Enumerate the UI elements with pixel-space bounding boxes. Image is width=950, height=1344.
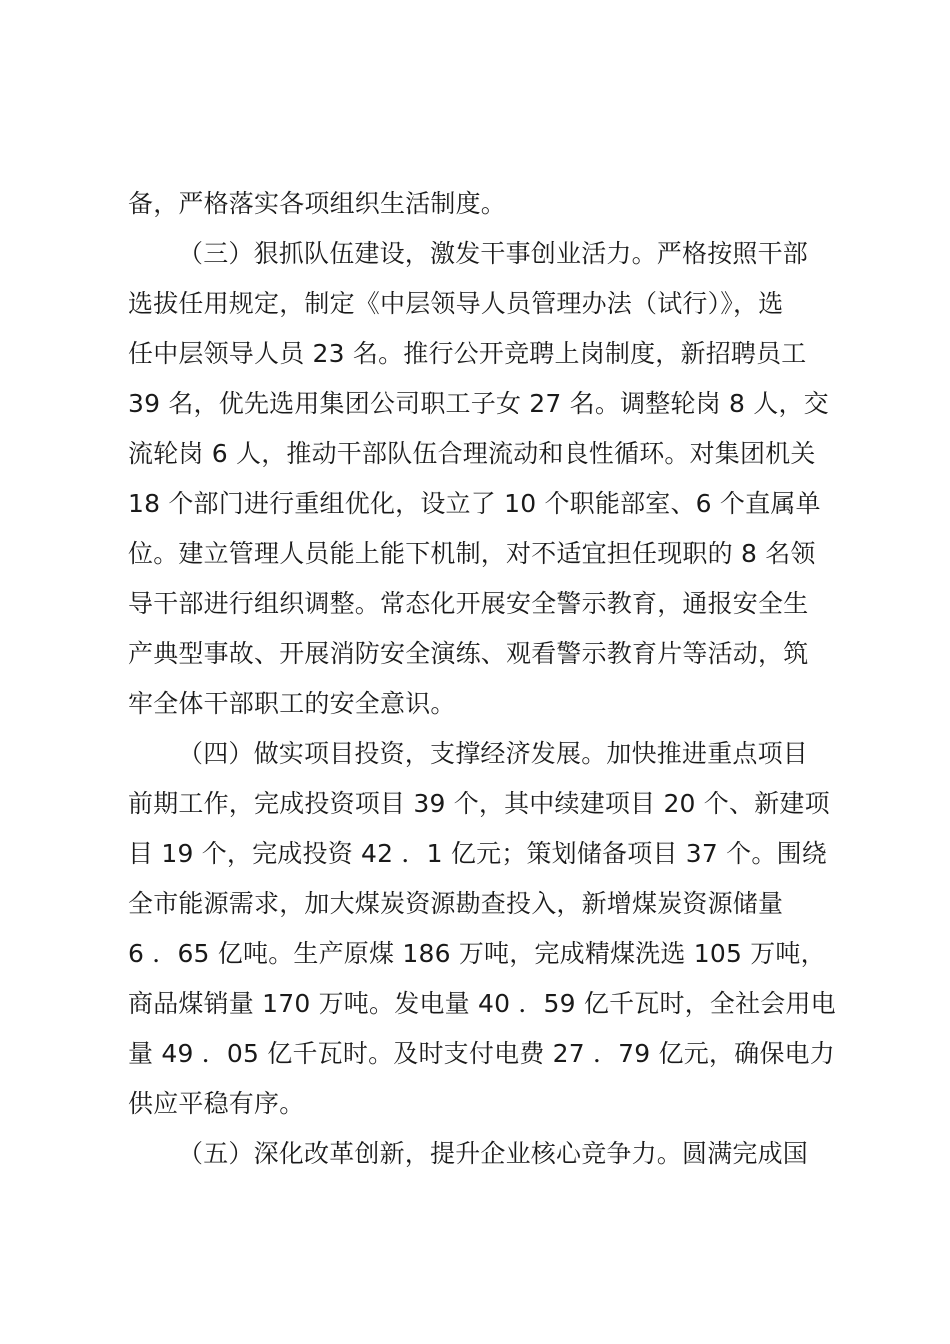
text-line-15: 全市能源需求，加大煤炭资源勘查投入，新增煤炭资源储量 [128,889,784,918]
text-line-8: 位。建立管理人员能上能下机制，对不适宜担任现职的 8 名领 [128,539,816,568]
text-line-10: 产典型事故、开展消防安全演练、观看警示教育片等活动，筑 [128,639,809,668]
text-line-1: 备，严格落实各项组织生活制度。 [128,189,507,218]
text-line-12: （四）做实项目投资，支撑经济发展。加快推进重点项目 [178,739,809,768]
text-line-17: 商品煤销量 170 万吨。发电量 40 ．59 亿千瓦时，全社会用电 [128,989,836,1018]
text-line-16: 6 ．65 亿吨。生产原煤 186 万吨，完成精煤洗选 105 万吨， [128,939,826,968]
text-line-5: 39 名，优先选用集团公司职工子女 27 名。调整轮岗 8 人，交 [128,389,829,418]
text-line-14: 目 19 个，完成投资 42 ．1 亿元；策划储备项目 37 个。围绕 [128,839,827,868]
text-line-2: （三）狠抓队伍建设，激发干事创业活力。严格按照干部 [178,239,809,268]
text-line-4: 任中层领导人员 23 名。推行公开竞聘上岗制度，新招聘员工 [128,339,807,368]
text-line-3: 选拔任用规定，制定《中层领导人员管理办法（试行）》，选 [128,289,784,318]
text-line-18: 量 49 ．05 亿千瓦时。及时支付电费 27 ．79 亿元，确保电力 [128,1039,835,1068]
text-line-19: 供应平稳有序。 [128,1089,305,1118]
text-line-20: （五）深化改革创新，提升企业核心竞争力。圆满完成国 [178,1139,809,1168]
text-line-7: 18 个部门进行重组优化，设立了 10 个职能部室、6 个直属单 [128,489,821,518]
text-line-11: 牢全体干部职工的安全意识。 [128,689,456,718]
text-line-9: 导干部进行组织调整。常态化开展安全警示教育，通报安全生 [128,589,809,618]
text-line-13: 前期工作，完成投资项目 39 个，其中续建项目 20 个、新建项 [128,789,830,818]
text-line-6: 流轮岗 6 人，推动干部队伍合理流动和良性循环。对集团机关 [128,439,816,468]
